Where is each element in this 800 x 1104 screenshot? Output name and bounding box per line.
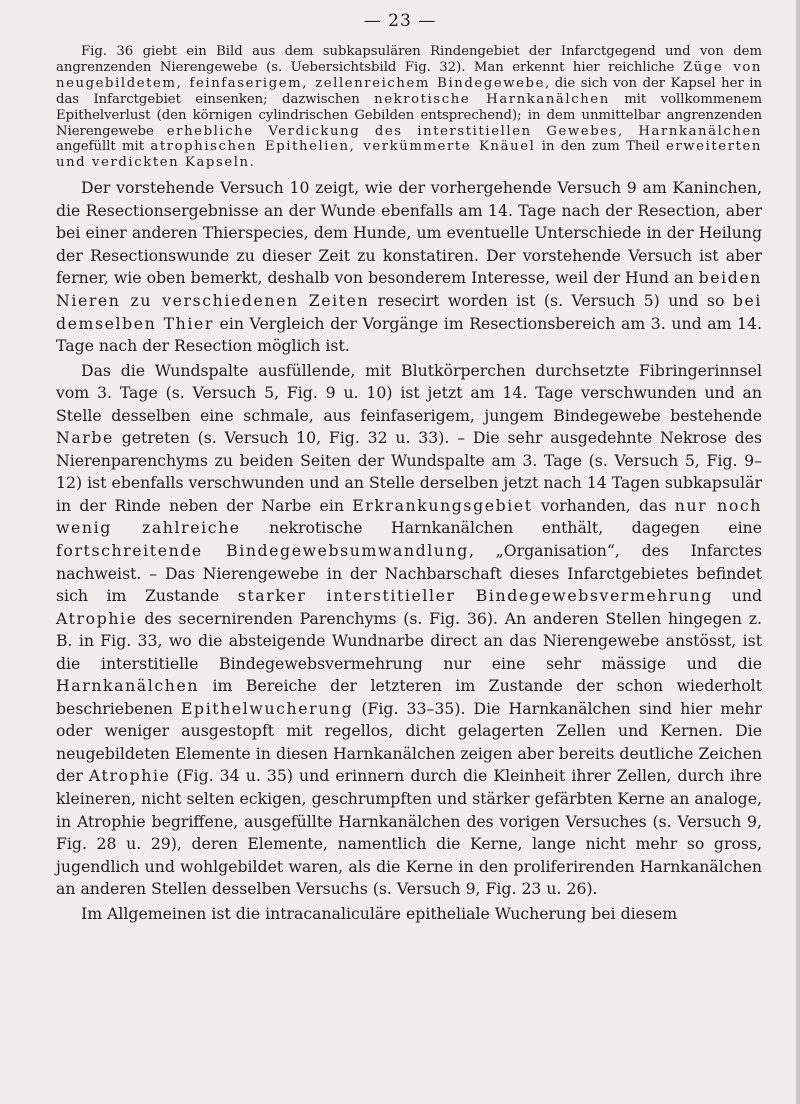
emphasized-text: Epithelwucherung [181, 698, 354, 718]
paragraph [56, 177, 762, 357]
text-run: nekrotische Harnkanälchen enthält, dagegen eine [240, 518, 762, 538]
text-run: des secernirenden Parenchyms (s. Fig. 36). An anderen Stellen hingegen z. B. in Fig. 33, wo die absteigende Wundnarbe direct an das Nierengewebe anstösst, ist die interstitielle Bindegewebsvermehrung nur eine sehr mässige und die [56, 608, 762, 673]
emphasized-text: bei demselben Thier [56, 290, 762, 333]
text-run: und [713, 586, 762, 606]
text-run: Das die Wundspalte ausfüllende, mit Blutkörperchen durchsetzte Fibringerinnsel vom 3. Tage (s. Versuch 5, Fig. 9 u. 10) ist jetzt am 14. Tage verschwunden und an Stelle desselben eine schmale, aus feinfaserigem, jungem Bindegewebe bestehende [56, 360, 762, 425]
text-run: im Bereiche der letzteren im Zustande der schon wiederholt beschriebenen [56, 676, 762, 718]
page-number: — 23 — [363, 11, 437, 31]
text-run: (Fig. 33–35). Die Harnkanälchen sind hier mehr oder weniger ausgestopft mit regellos, dicht gelagerten Zellen und Kernen. Die neugebildeten Elemente in diesen Harnkanälchen zeigen aber bereits deutliche Zeichen der [56, 698, 762, 786]
text-run: Im Allgemeinen ist die intracanaliculäre epitheliale Wucherung bei diesem [81, 903, 678, 923]
emphasized-text: Erkrankungsgebiet [352, 495, 533, 515]
paragraph [56, 903, 762, 926]
text-run: mit vollkommenem Epithelverlust (den körnigen cylindrischen Gebilden entsprechend); in dem unmittelbar angrenzenden Nierengewebe [56, 91, 762, 139]
emphasized-text: beiden Nieren zu verschiedenen Zeiten [56, 268, 762, 310]
text-run: Fig. 36 giebt ein Bild aus dem subkapsulären Rindengebiet der Infarctgegend und von dem angrenzenden Nierengewebe (s. Uebersichtsbild Fig. 32). Man erkennt hier reichliche [56, 44, 762, 75]
emphasized-text: Atrophie [56, 608, 138, 628]
paragraph [56, 360, 762, 901]
paragraph [56, 44, 762, 171]
text-run: Der vorstehende Versuch 10 zeigt, wie der vorhergehende Versuch 9 am Kaninchen, die Resectionsergebnisse an der Wunde ebenfalls am 14. Tage nach der Resection, aber bei einer anderen Thierspecies, dem Hunde, um eventuelle Unterschiede in der Heilung der Resectionswunde zu dieser Zeit zu konstatiren. Der vorstehende Versuch ist aber ferner, wie oben bemerkt, deshalb von besonderem Interesse, weil der Hund an [56, 178, 762, 288]
text-run: , die sich von der Kapsel her in das Infarctgebiet einsenken; dazwischen [56, 75, 762, 107]
emphasized-text: Harnkanälchen [56, 676, 200, 696]
emphasized-text: fortschreitende Bindegewebsumwandlung [56, 541, 469, 560]
text-run: angefüllt mit [56, 139, 151, 155]
emphasized-text: Atrophie [88, 766, 171, 786]
text-run: (Fig. 34 u. 35) und erinnern durch die Kleinheit ihrer Zellen, durch ihre kleineren, nicht selten eckigen, geschrumpften und stärker gefärbten Kerne an analoge, in Atrophie begriffene, ausgefüllte Harnkanälchen des vorigen Versuches (s. Versuch 9, Fig. 28 u. 29), deren Elemente, namentlich die Kerne, lange nicht mehr so gross, jugendlich und wohlgebildet waren, als die Kerne in den proliferirenden Harnkanälchen an anderen Stellen desselben Versuchs (s. Versuch 9, Fig. 23 u. 26). [56, 766, 762, 899]
emphasized-text: erhebliche Verdickung des interstitiellen Gewebes, Harnkanälchen [166, 123, 762, 139]
text-run: getreten (s. Versuch 10, Fig. 32 u. 33). – Die sehr ausgedehnte Nekrose des Nierenparenchyms zu beiden Seiten der Wundspalte am 3. Tage (s. Versuch 5, Fig. 9–12) ist ebenfalls verschwunden und an Stelle derselben jetzt nach 14 Tagen subkapsulär in der Rinde neben der Narbe ein [56, 428, 762, 515]
emphasized-text: nekrotische Harnkanälchen [374, 91, 610, 107]
emphasized-text: starker interstitieller Bindegewebsvermehrung [237, 586, 714, 606]
body-text [56, 44, 762, 925]
text-run: resecirt worden ist (s. Versuch 5) und so [369, 290, 733, 310]
text-run: , „Organisation“, des Infarctes nachweist. – Das Nierengewebe in der Nachbarschaft dieses Infarctgebietes befindet sich im Zustande [56, 541, 762, 606]
emphasized-text: Narbe [56, 428, 114, 448]
text-run: vorhanden, das [532, 495, 675, 515]
text-run: in den zum Theil [535, 139, 666, 155]
text-run: . [249, 155, 254, 171]
page-edge [796, 0, 800, 1104]
emphasized-text: atrophischen Epithelien, verkümmerte Knäuel [150, 139, 536, 155]
emphasized-text: nur noch wenig zahlreiche [56, 495, 763, 538]
text-run: ein Vergleich der Vorgänge im Resectionsbereich am 3. und am 14. Tage nach der Resection möglich ist. [56, 313, 762, 356]
emphasized-text: erweiterten und verdickten Kapseln [56, 139, 762, 171]
emphasized-text: Züge von neugebildetem, feinfaserigem, zellenreichem Bindegewebe [56, 59, 763, 91]
